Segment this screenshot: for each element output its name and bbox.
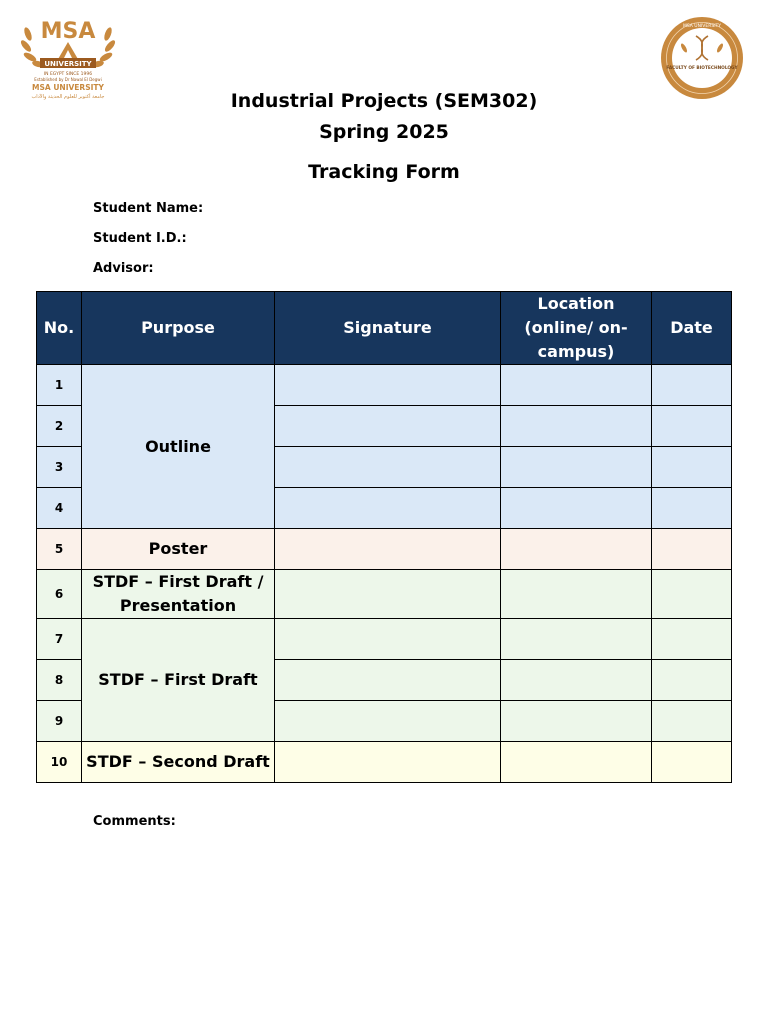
signature-cell[interactable] [275,701,501,742]
row-number: 1 [37,365,82,406]
row-number: 3 [37,447,82,488]
table-row [37,570,732,619]
row-number: 8 [37,660,82,701]
table-row [37,619,732,660]
table-header-row [37,292,732,365]
signature-cell[interactable] [275,488,501,529]
header-purpose: Purpose [82,292,275,365]
tracking-table [36,291,732,783]
svg-text:UNIVERSITY: UNIVERSITY [44,60,92,68]
location-cell[interactable] [501,619,652,660]
student-name-label: Student Name: [93,201,204,216]
signature-cell[interactable] [275,619,501,660]
date-cell[interactable] [652,742,732,783]
date-cell[interactable] [652,619,732,660]
signature-cell[interactable] [275,447,501,488]
comments-label: Comments: [93,814,176,829]
svg-text:Established by Dr Nawal El Deg: Established by Dr Nawal El Degwi [34,77,102,82]
svg-text:MSA UNIVERSITY: MSA UNIVERSITY [682,24,722,29]
student-id-label: Student I.D.: [93,231,187,246]
purpose-stdf-second: STDF – Second Draft [82,742,275,783]
date-cell[interactable] [652,529,732,570]
header-signature: Signature [275,292,501,365]
svg-text:FACULTY OF BIOTECHNOLOGY: FACULTY OF BIOTECHNOLOGY [666,66,738,71]
row-number: 9 [37,701,82,742]
purpose-stdf-first-presentation: STDF – First Draft / Presentation [82,570,275,619]
date-cell[interactable] [652,447,732,488]
svg-text:جامعة أكتوبر للعلوم الحديثة وا: جامعة أكتوبر للعلوم الحديثة والآداب [31,94,105,100]
signature-cell[interactable] [275,365,501,406]
row-number: 4 [37,488,82,529]
purpose-outline: Outline [82,365,275,529]
table-row [37,529,732,570]
semester: Spring 2025 [319,121,449,143]
document-header [0,86,768,188]
date-cell[interactable] [652,701,732,742]
location-cell[interactable] [501,529,652,570]
signature-cell[interactable] [275,742,501,783]
header-date: Date [652,292,732,365]
svg-text:MSA: MSA [40,19,96,44]
location-cell[interactable] [501,701,652,742]
header-location: Location (online/ on-campus) [501,292,652,365]
location-cell[interactable] [501,570,652,619]
row-number: 5 [37,529,82,570]
location-cell[interactable] [501,660,652,701]
date-cell[interactable] [652,365,732,406]
row-number: 2 [37,406,82,447]
location-cell[interactable] [501,447,652,488]
row-number: 10 [37,742,82,783]
svg-text:IN EGYPT SINCE 1996: IN EGYPT SINCE 1996 [43,72,93,77]
advisor-label: Advisor: [93,261,154,276]
purpose-poster: Poster [82,529,275,570]
student-info [93,198,203,288]
location-cell[interactable] [501,742,652,783]
signature-cell[interactable] [275,570,501,619]
date-cell[interactable] [652,406,732,447]
location-cell[interactable] [501,488,652,529]
signature-cell[interactable] [275,529,501,570]
row-number: 6 [37,570,82,619]
date-cell[interactable] [652,488,732,529]
signature-cell[interactable] [275,406,501,447]
date-cell[interactable] [652,660,732,701]
course-title: Industrial Projects (SEM302) [230,90,538,112]
header-no: No. [37,292,82,365]
table-row [37,365,732,406]
svg-text:MSA UNIVERSITY: MSA UNIVERSITY [32,83,104,92]
row-number: 7 [37,619,82,660]
form-title: Tracking Form [308,161,460,183]
location-cell[interactable] [501,365,652,406]
purpose-stdf-first: STDF – First Draft [82,619,275,742]
signature-cell[interactable] [275,660,501,701]
location-cell[interactable] [501,406,652,447]
date-cell[interactable] [652,570,732,619]
table-row [37,742,732,783]
